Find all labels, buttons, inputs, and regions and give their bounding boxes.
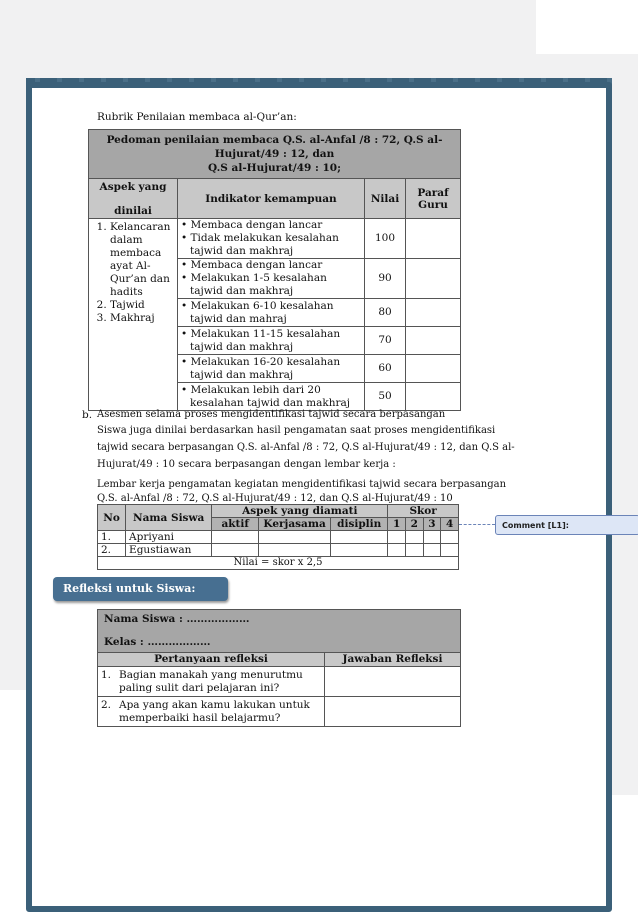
col-aspek: Aspek yang dinilai [89, 179, 178, 219]
col-jawaban: Jawaban Refleksi [325, 653, 461, 667]
score-cell[interactable] [405, 531, 423, 544]
score-cell[interactable] [388, 544, 406, 557]
paraf-cell[interactable] [406, 219, 461, 259]
student-name: Apriyani [126, 531, 212, 544]
score-cell[interactable] [405, 544, 423, 557]
reflection-question: 1. Bagian manakah yang menurutmu paling sulit dari pelajaran ini? [98, 667, 325, 697]
rubric-title: Pedoman penilaian membaca Q.S. al-Anfal /8 : 72, Q.S al-Hujurat/49 : 12, dan Q.S al-Hujurat/49 : 10; [89, 130, 461, 179]
score-cell[interactable] [441, 544, 459, 557]
indikator-cell: • Melakukan 6-10 kesalahan tajwid dan mahraj [178, 299, 365, 327]
col-paraf: Paraf Guru [406, 179, 461, 219]
paraf-cell[interactable] [406, 259, 461, 299]
col-no: No [98, 505, 126, 531]
aspek-kerjasama: Kerjasama [259, 518, 331, 531]
nama-siswa-field[interactable]: Nama Siswa : ……………… [104, 613, 250, 625]
nilai-cell: 50 [365, 383, 406, 411]
reflection-question: 2. Apa yang akan kamu lakukan untuk memperbaiki hasil belajarmu? [98, 697, 325, 727]
score-cell[interactable] [423, 544, 441, 557]
aspek-item: 3. Makhraj [110, 312, 174, 325]
nilai-cell: 100 [365, 219, 406, 259]
table-row [98, 667, 461, 697]
score-cell[interactable] [259, 531, 331, 544]
skor-3: 3 [423, 518, 441, 531]
score-cell[interactable] [388, 531, 406, 544]
indikator-cell: • Melakukan 16-20 kesalahan tajwid dan makhraj [178, 355, 365, 383]
paraf-cell[interactable] [406, 327, 461, 355]
rubric-table [88, 129, 461, 411]
aspek-disiplin: disiplin [331, 518, 388, 531]
section-b-paragraph: Siswa juga dinilai berdasarkan hasil pengamatan saat proses mengidentifikasi tajwid secara berpasangan Q.S. al-Anfal /8 : 72, Q.S al-Hujurat/49 : 12, dan Q.S al- Hujurat/49 : 10 secara berpasangan dengan lembar kerja : [97, 425, 515, 470]
student-no: 1. [98, 531, 126, 544]
reflection-table [97, 609, 461, 727]
score-cell[interactable] [212, 531, 259, 544]
reflection-answer[interactable] [325, 667, 461, 697]
nilai-cell: 80 [365, 299, 406, 327]
lembar-kerja-caption: Lembar kerja pengamatan kegiatan mengidentifikasi tajwid secara berpasangan Q.S. al-Anfal /8 : 72, Q.S al-Hujurat/49 : 12, dan Q.S al-Hujurat/49 : 10 [97, 479, 507, 504]
col-indikator: Indikator kemampuan [178, 179, 365, 219]
student-no: 2. [98, 544, 126, 557]
observation-table [97, 504, 459, 570]
indikator-cell: • Membaca dengan lancar • Melakukan 1-5 kesalahan tajwid dan makhraj [178, 259, 365, 299]
section-b-marker: b. [82, 409, 93, 421]
score-cell[interactable] [259, 544, 331, 557]
score-cell[interactable] [331, 531, 388, 544]
nilai-cell: 70 [365, 327, 406, 355]
table-row [98, 531, 459, 544]
score-formula: Nilai = skor x 2,5 [98, 557, 459, 570]
reflection-student-info [98, 610, 461, 653]
aspek-list-cell [89, 219, 178, 411]
nilai-cell: 90 [365, 259, 406, 299]
reflection-answer[interactable] [325, 697, 461, 727]
skor-4: 4 [441, 518, 459, 531]
reflection-label: Refleksi untuk Siswa: [53, 577, 228, 601]
score-cell[interactable] [423, 531, 441, 544]
kelas-field[interactable]: Kelas : ……………… [104, 636, 211, 648]
section-b-heading: Asesmen selama proses mengidentifikasi tajwid secara berpasangan [97, 409, 446, 420]
col-skor: Skor [388, 505, 459, 518]
table-row [98, 697, 461, 727]
nilai-cell: 60 [365, 355, 406, 383]
comment-balloon[interactable]: Comment [L1]: [495, 515, 638, 535]
col-nilai: Nilai [365, 179, 406, 219]
paraf-cell[interactable] [406, 355, 461, 383]
score-cell[interactable] [212, 544, 259, 557]
indikator-cell: • Melakukan 11-15 kesalahan tajwid dan makhraj [178, 327, 365, 355]
indikator-cell: • Melakukan lebih dari 20 kesalahan tajwid dan makhraj [178, 383, 365, 411]
indikator-cell: • Membaca dengan lancar • Tidak melakukan kesalahan tajwid dan makhraj [178, 219, 365, 259]
comment-connector [459, 524, 495, 526]
skor-1: 1 [388, 518, 406, 531]
paraf-cell[interactable] [406, 383, 461, 411]
col-aspek-diamati: Aspek yang diamati [212, 505, 388, 518]
paraf-cell[interactable] [406, 299, 461, 327]
student-name: Egustiawan [126, 544, 212, 557]
table-row [98, 544, 459, 557]
background-corner [536, 0, 638, 54]
score-cell[interactable] [331, 544, 388, 557]
score-cell[interactable] [441, 531, 459, 544]
aspek-item: 2. Tajwid [110, 299, 174, 312]
col-pertanyaan: Pertanyaan refleksi [98, 653, 325, 667]
skor-2: 2 [405, 518, 423, 531]
col-nama-siswa: Nama Siswa [126, 505, 212, 531]
rubric-intro: Rubrik Penilaian membaca al-Qur’an: [97, 111, 297, 123]
aspek-item: 1. Kelancaran dalam membaca ayat Al-Qur’an dan hadits [110, 221, 174, 299]
aspek-aktif: aktif [212, 518, 259, 531]
